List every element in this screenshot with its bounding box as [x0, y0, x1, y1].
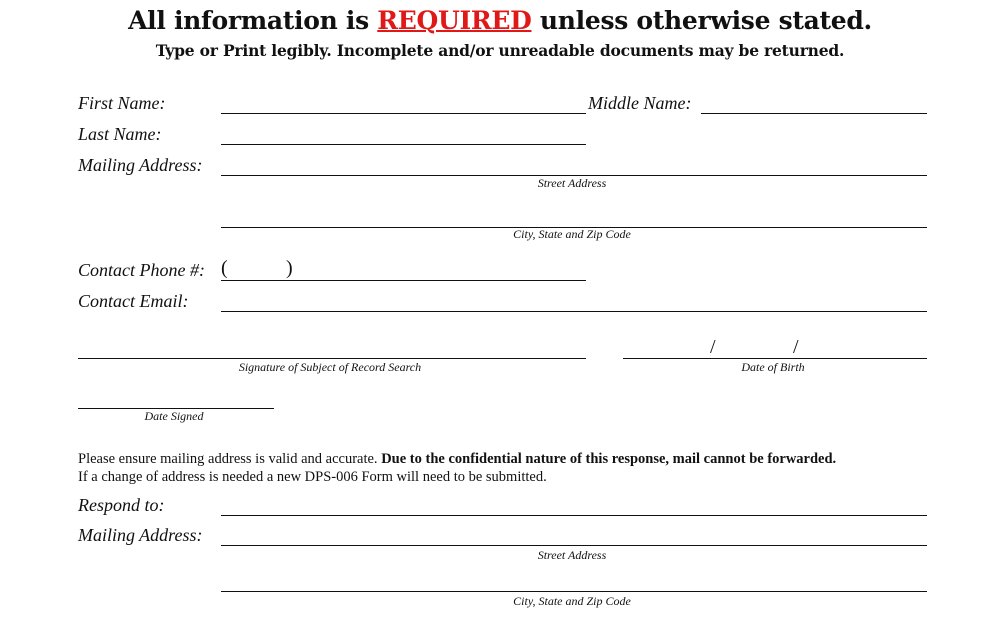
mailing-address-label: Mailing Address:	[78, 155, 203, 175]
contact-email-field[interactable]	[221, 311, 927, 312]
response-city-state-zip-caption: City, State and Zip Code	[513, 594, 631, 608]
response-city-state-zip-field[interactable]	[221, 591, 927, 592]
dob-separator-1: /	[710, 336, 716, 358]
last-name-label: Last Name:	[78, 124, 162, 144]
notice-line-1	[78, 451, 948, 468]
notice-warning: Due to the confidential nature of this response, mail cannot be forwarded.	[381, 451, 837, 467]
date-of-birth-caption: Date of Birth	[741, 360, 805, 374]
middle-name-label: Middle Name:	[588, 93, 692, 113]
last-name-field[interactable]	[221, 144, 586, 145]
first-name-label: First Name:	[78, 93, 166, 113]
date-of-birth-field[interactable]	[623, 358, 927, 359]
street-address-caption: Street Address	[537, 176, 607, 190]
respond-to-label: Respond to:	[78, 495, 165, 515]
phone-area-code-open: (	[221, 257, 228, 279]
response-street-address-caption: Street Address	[537, 548, 607, 562]
date-signed-caption: Date Signed	[144, 409, 204, 423]
notice-line-2: If a change of address is needed a new DPS-006 Form will need to be submitted.	[78, 469, 547, 485]
respond-to-field[interactable]	[221, 515, 927, 516]
response-street-address-field[interactable]	[221, 545, 927, 546]
contact-phone-label: Contact Phone #:	[78, 260, 205, 280]
contact-email-label: Contact Email:	[78, 291, 189, 311]
city-state-zip-caption: City, State and Zip Code	[513, 227, 631, 241]
signature-field[interactable]	[78, 358, 586, 359]
signature-caption: Signature of Subject of Record Search	[238, 360, 422, 374]
middle-name-field[interactable]	[701, 113, 927, 114]
first-name-field[interactable]	[221, 113, 586, 114]
form-title	[0, 6, 1000, 35]
title-text: All information is	[128, 6, 378, 35]
phone-area-code-close: )	[286, 257, 293, 279]
notice-text: Please ensure mailing address is valid and accurate.	[78, 451, 382, 467]
required-emphasis: REQUIRED	[377, 6, 532, 35]
form-subtitle: Type or Print legibly. Incomplete and/or unreadable documents may be returned.	[155, 41, 845, 60]
title-text-end: unless otherwise stated.	[531, 6, 872, 35]
contact-phone-field[interactable]	[221, 280, 586, 281]
response-mailing-address-label: Mailing Address:	[78, 525, 203, 545]
dob-separator-2: /	[793, 336, 799, 358]
